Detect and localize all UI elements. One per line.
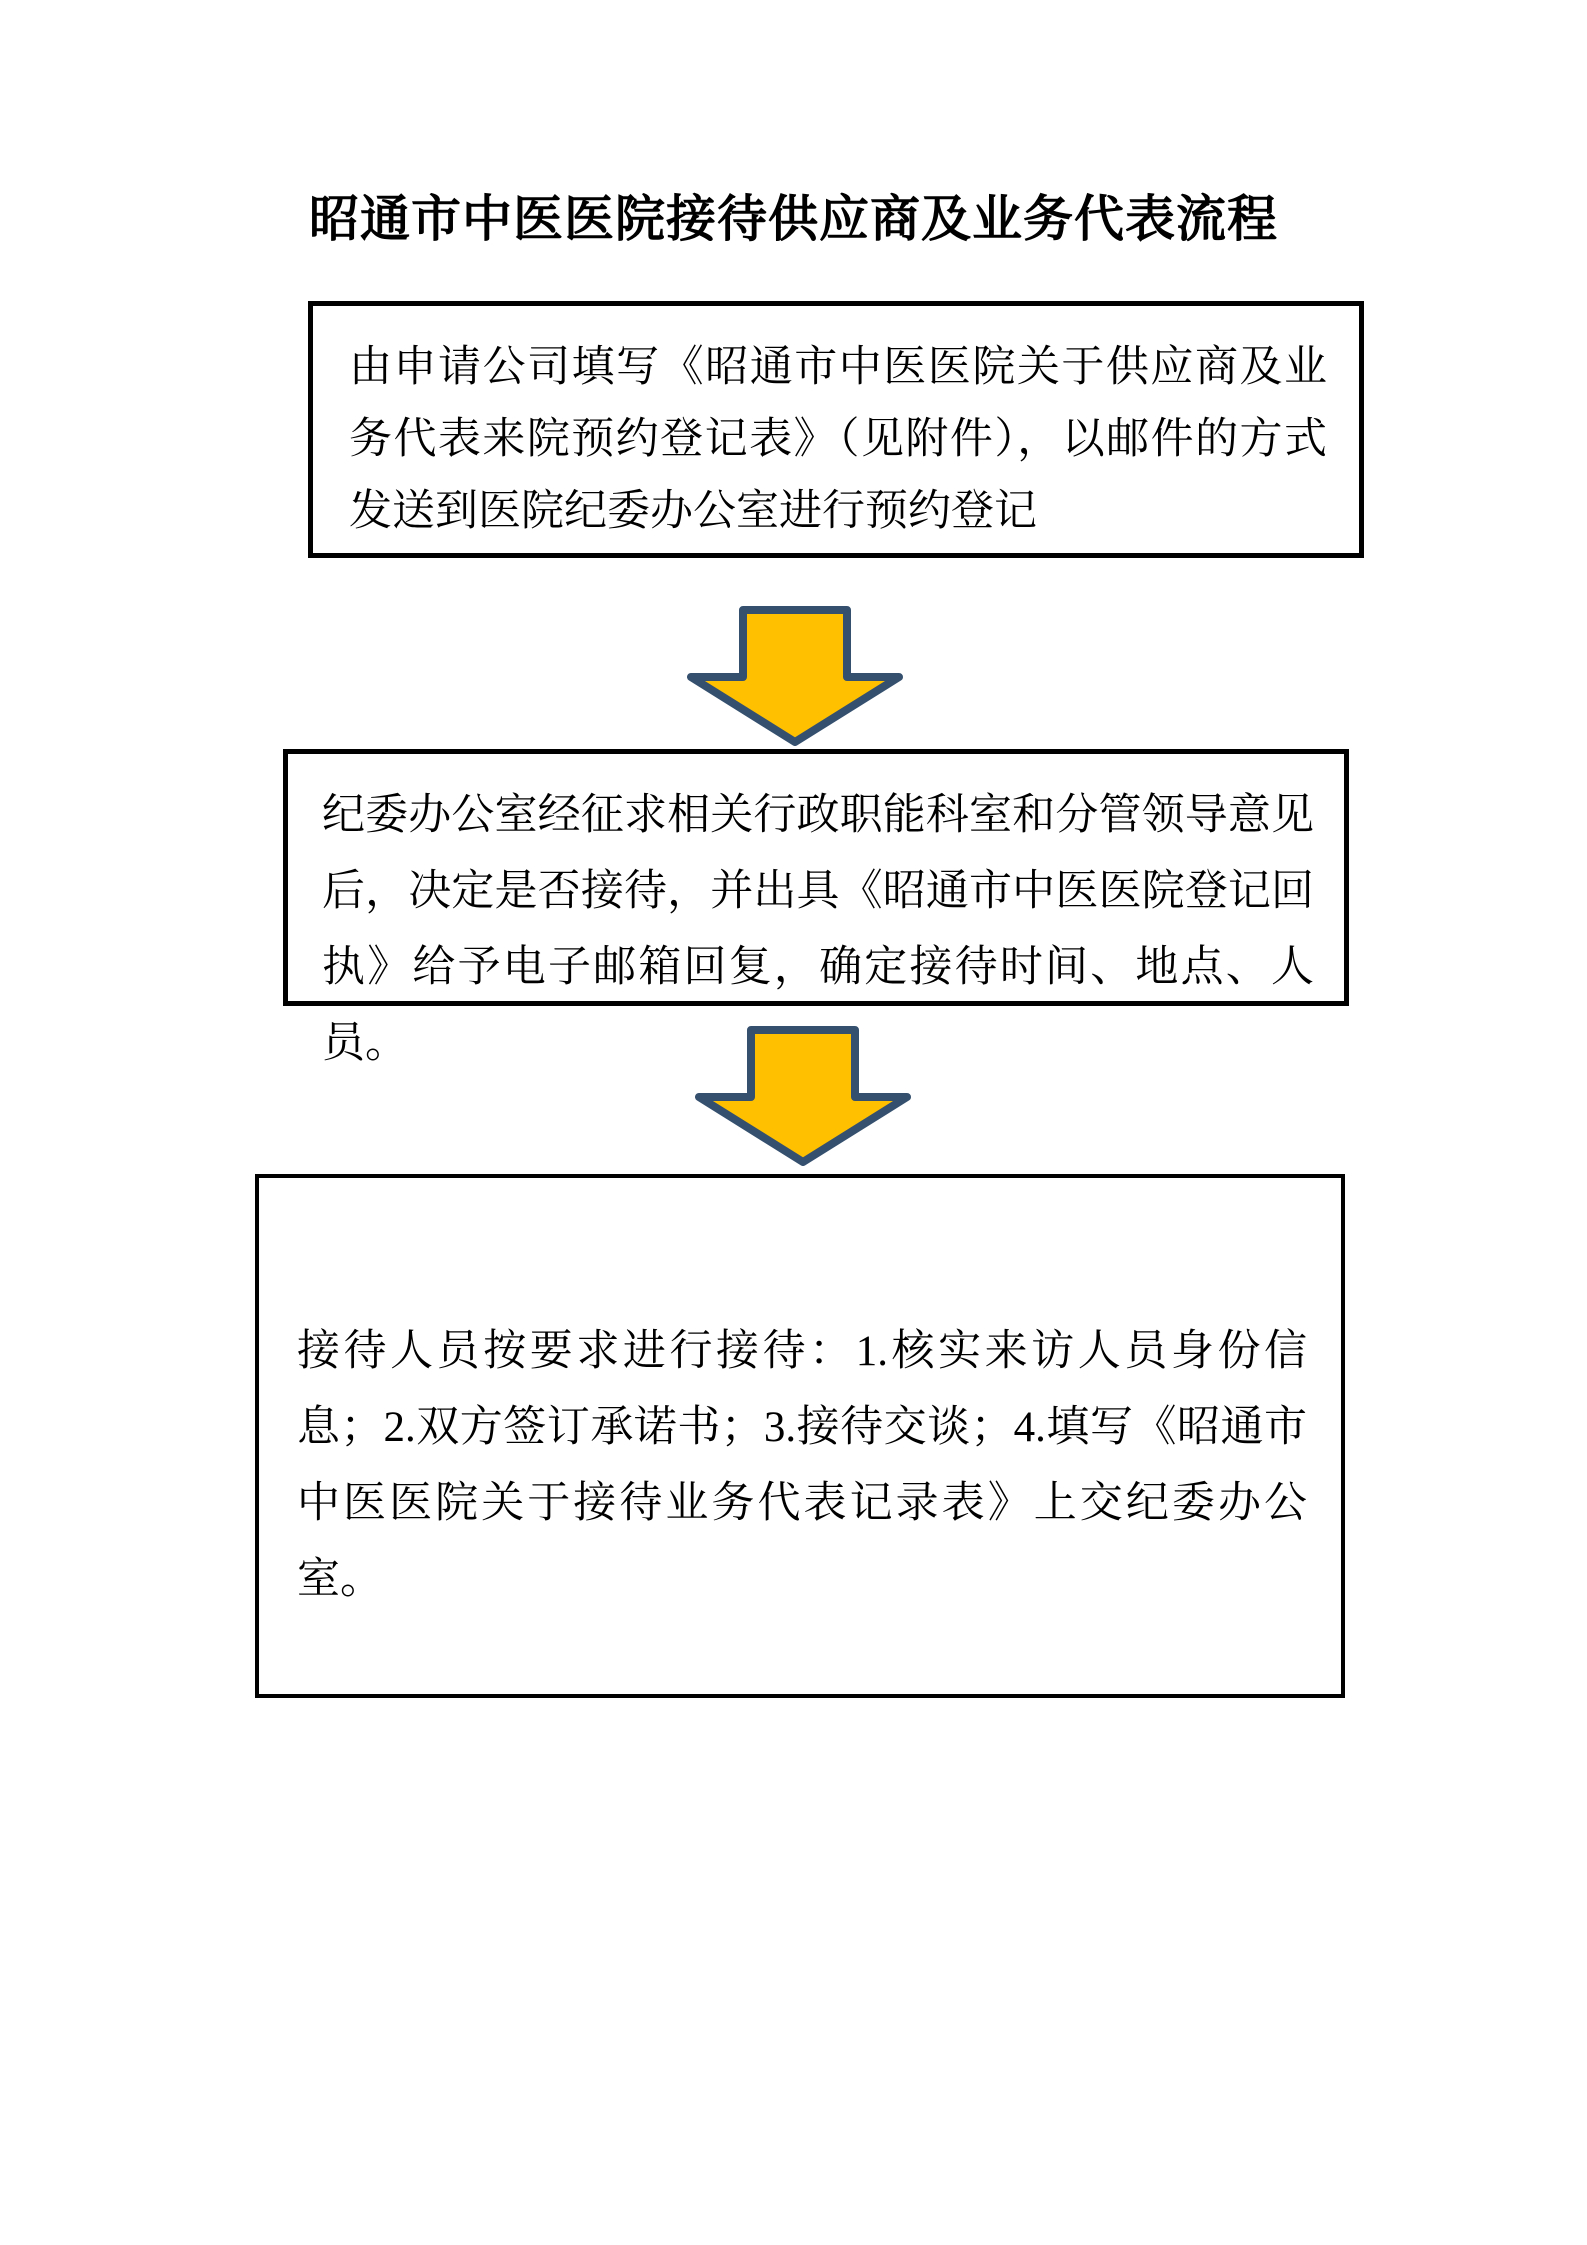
down-arrow-icon <box>687 606 903 746</box>
down-arrow-icon <box>695 1026 911 1166</box>
flow-step-box-3 <box>255 1174 1345 1698</box>
flow-step-text: 纪委办公室经征求相关行政职能科室和分管领导意见后，决定是否接待，并出具《昭通市中医医院登记回执》给予电子邮箱回复，确定接待时间、地点、人员。 <box>322 792 1314 1067</box>
flow-step-text: 接待人员按要求进行接待：1.核实来访人员身份信息；2.双方签订承诺书；3.接待交谈；4.填写《昭通市中医医院关于接待业务代表记录表》上交纪委办公室。 <box>297 1328 1307 1603</box>
down-arrow-shape <box>699 1030 907 1162</box>
page-title: 昭通市中医医院接待供应商及业务代表流程 <box>309 191 1278 247</box>
flow-step-box-1 <box>308 301 1364 558</box>
flow-step-box-2 <box>283 749 1349 1067</box>
flow-step-text: 由申请公司填写《昭通市中医医院关于供应商及业务代表来院预约登记表》（见附件），以邮件的方式发送到医院纪委办公室进行预约登记 <box>349 344 1327 535</box>
down-arrow-shape <box>691 610 899 742</box>
